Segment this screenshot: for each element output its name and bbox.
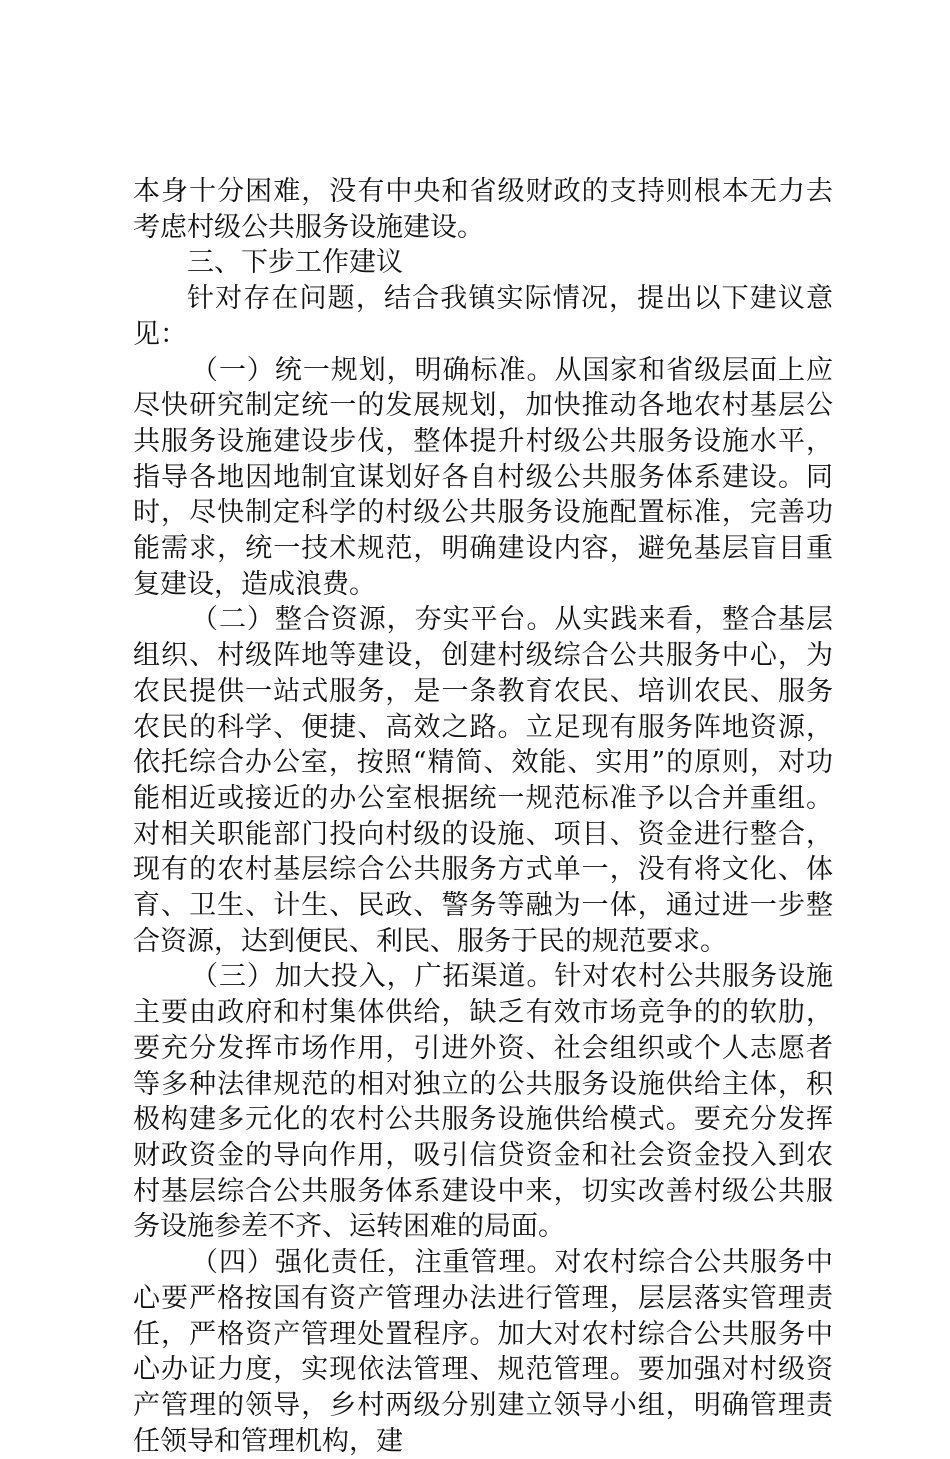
section-heading: 三、下步工作建议 (187, 247, 403, 279)
document-body (133, 174, 833, 1459)
paragraph-continuation: 本身十分困难，没有中央和省级财政的支持则根本无力去考虑村级公共服务设施建设。 (133, 176, 833, 243)
paragraph-item-3: （三）加大投入，广拓渠道。针对农村公共服务设施主要由政府和村集体供给，缺乏有效市场竞争的的软肋，要充分发挥市场作用，引进外资、社会组织或个人志愿者等多种法律规范的相对独立的公共服务设施供给主体，积极构建多元化的农村公共服务设施供给模式。要充分发挥财政资金的导向作用，吸引信贷资金和社会资金投入到农村基层综合公共服务体系建设中来，切实改善村级公共服务设施参差不齐、运转困难的局面。 (133, 961, 833, 1243)
paragraph-intro: 针对存在问题，结合我镇实际情况，提出以下建议意见： (133, 283, 833, 350)
paragraph-item-1: （一）统一规划，明确标准。从国家和省级层面上应尽快研究制定统一的发展规划，加快推动各地农村基层公共服务设施建设步伐，整体提升村级公共服务设施水平，指导各地因地制宜谋划好各自村级公共服务体系建设。同时，尽快制定科学的村级公共服务设施配置标准，完善功能需求，统一技术规范，明确建设内容，避免基层盲目重复建设，造成浪费。 (133, 354, 833, 600)
paragraph-item-4: （四）强化责任，注重管理。对农村综合公共服务中心要严格按国有资产管理办法进行管理，层层落实管理责任，严格资产管理处置程序。加大对农村综合公共服务中心办证力度，实现依法管理、规范管理。要加强对村级资产管理的领导，乡村两级分别建立领导小组，明确管理责任领导和管理机构，建 (133, 1247, 833, 1457)
paragraph-item-2: （二）整合资源，夯实平台。从实践来看，整合基层组织、村级阵地等建设，创建村级综合公共服务中心，为农民提供一站式服务，是一条教育农民、培训农民、服务农民的科学、便捷、高效之路。立足现有服务阵地资源，依托综合办公室，按照“精简、效能、实用”的原则，对功能相近或接近的办公室根据统一规范标准予以合并重组。对相关职能部门投向村级的设施、项目、资金进行整合，现有的农村基层综合公共服务方式单一，没有将文化、体育、卫生、计生、民政、警务等融为一体，通过进一步整合资源，达到便民、利民、服务于民的规范要求。 (133, 604, 833, 957)
